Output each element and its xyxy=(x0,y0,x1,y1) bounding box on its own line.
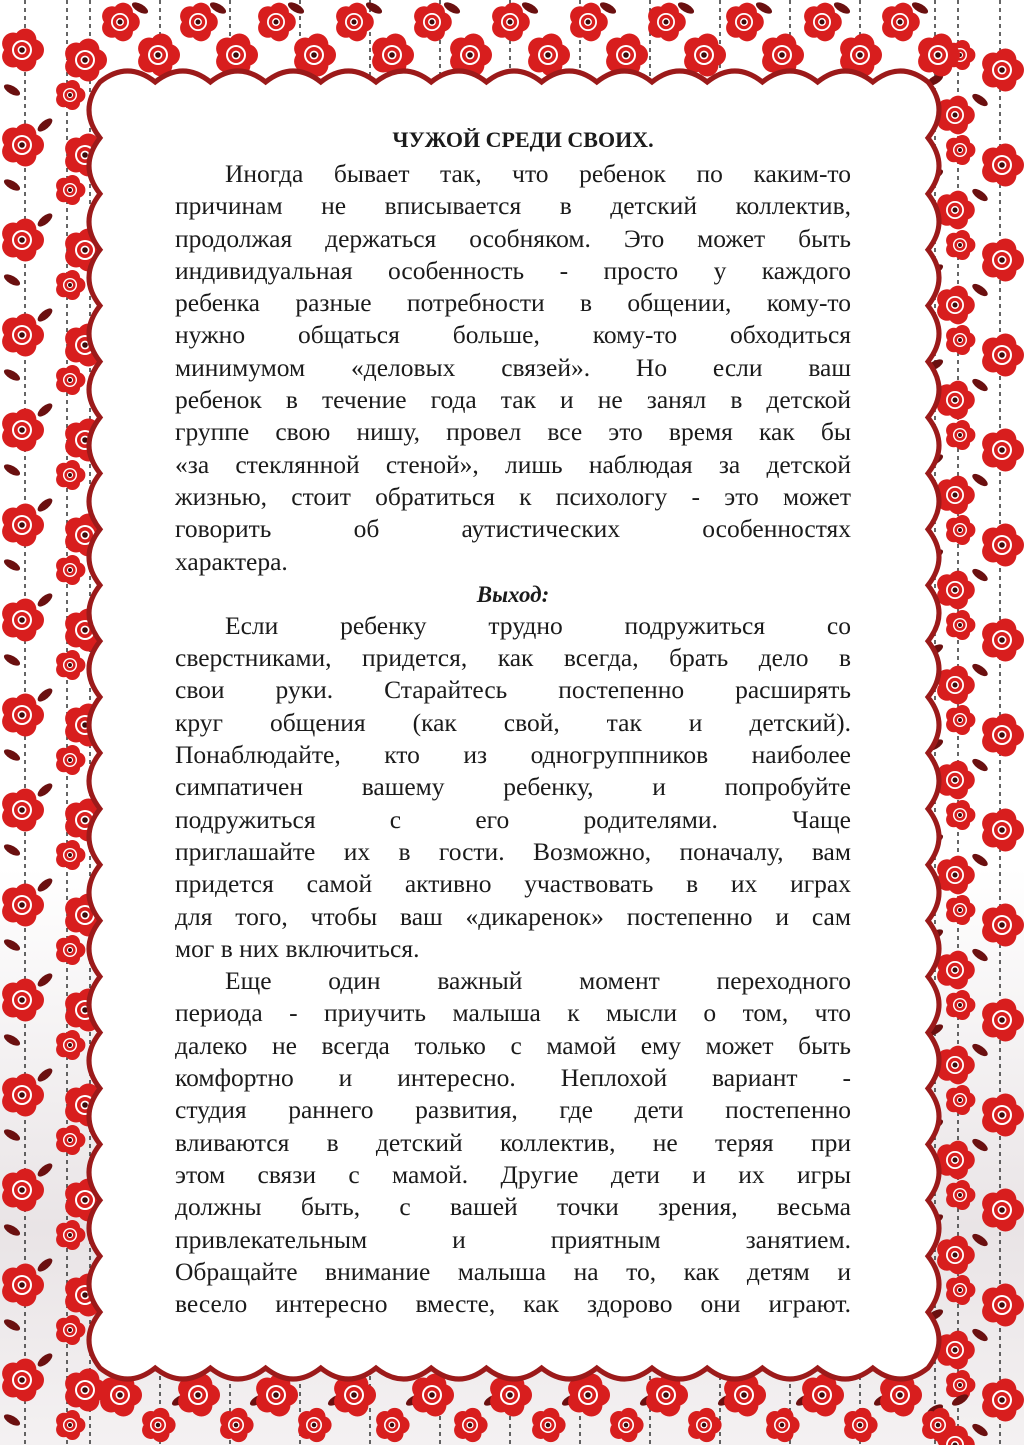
paragraph-1 xyxy=(175,158,851,578)
text-line: периода - приучить малыша к мысли о том, что xyxy=(175,998,851,1028)
text-line: весело интересно вместе, как здорово они играют. xyxy=(175,1289,851,1319)
text-line: симпатичен вашему ребенку, и попробуйте xyxy=(175,772,851,802)
text-line: характера. xyxy=(175,546,288,576)
text-line: подружиться с его родителями. Чаще xyxy=(175,804,851,834)
text-line: сверстниками, придется, как всегда, брать дело в xyxy=(175,643,851,673)
text-line: ребенка разные потребности в общении, кому-то xyxy=(175,288,851,318)
paragraph-3 xyxy=(175,965,851,1320)
text-line: группе свою нишу, провел все это время как бы xyxy=(175,417,851,447)
text-line: мог в них включиться. xyxy=(175,933,420,963)
text-line: Если ребенку трудно подружиться со xyxy=(225,610,851,640)
document-title: ЧУЖОЙ СРЕДИ СВОИХ. xyxy=(392,127,654,152)
text-line: говорить об аутистических особенностях xyxy=(175,514,851,544)
text-line: индивидуальная особенность - просто у каждого xyxy=(175,255,851,285)
subheading-solution: Выход: xyxy=(476,581,550,607)
text-line: комфортно и интересно. Неплохой вариант - xyxy=(175,1063,851,1093)
text-line: продолжая держаться особняком. Это может быть xyxy=(175,223,851,253)
document-body xyxy=(175,122,851,1320)
text-line: должны быть, с вашей точки зрения, весьма xyxy=(175,1192,851,1222)
text-line: приглашайте их в гости. Возможно, поначалу, вам xyxy=(175,836,851,866)
text-line: Понаблюдайте, кто из одногруппников наиболее xyxy=(175,740,851,770)
text-line: Еще один важный момент переходного xyxy=(225,966,851,996)
text-line: придется самой активно участвовать в их играх xyxy=(175,869,851,899)
text-line: ребенок в течение года так и не занял в детской xyxy=(175,385,851,415)
text-line: привлекательным и приятным занятием. xyxy=(175,1224,851,1254)
text-line: жизнью, стоит обратиться к психологу - это может xyxy=(175,481,851,511)
text-line: свои руки. Старайтесь постепенно расширять xyxy=(175,675,851,705)
text-line: Обращайте внимание малыша на то, как детям и xyxy=(175,1256,851,1286)
paragraph-2 xyxy=(175,610,851,965)
text-line: вливаются в детский коллектив, не теряя при xyxy=(175,1127,851,1157)
text-line: далеко не всегда только с мамой ему может быть xyxy=(175,1030,851,1060)
text-line: «за стеклянной стеной», лишь наблюдая за детской xyxy=(175,449,851,479)
text-line: нужно общаться больше, кому-то обходиться xyxy=(175,320,851,350)
text-line: Иногда бывает так, что ребенок по каким-то xyxy=(225,159,851,188)
text-line: для того, чтобы ваш «дикаренок» постепенно и сам xyxy=(175,901,851,931)
text-line: причинам не вписывается в детский коллектив, xyxy=(175,191,851,221)
text-line: минимумом «деловых связей». Но если ваш xyxy=(175,352,851,382)
text-line: этом связи с мамой. Другие дети и их игры xyxy=(175,1159,851,1189)
text-line: круг общения (как свой, так и детский). xyxy=(175,707,851,737)
text-line: студия раннего развития, где дети постепенно xyxy=(175,1095,851,1125)
